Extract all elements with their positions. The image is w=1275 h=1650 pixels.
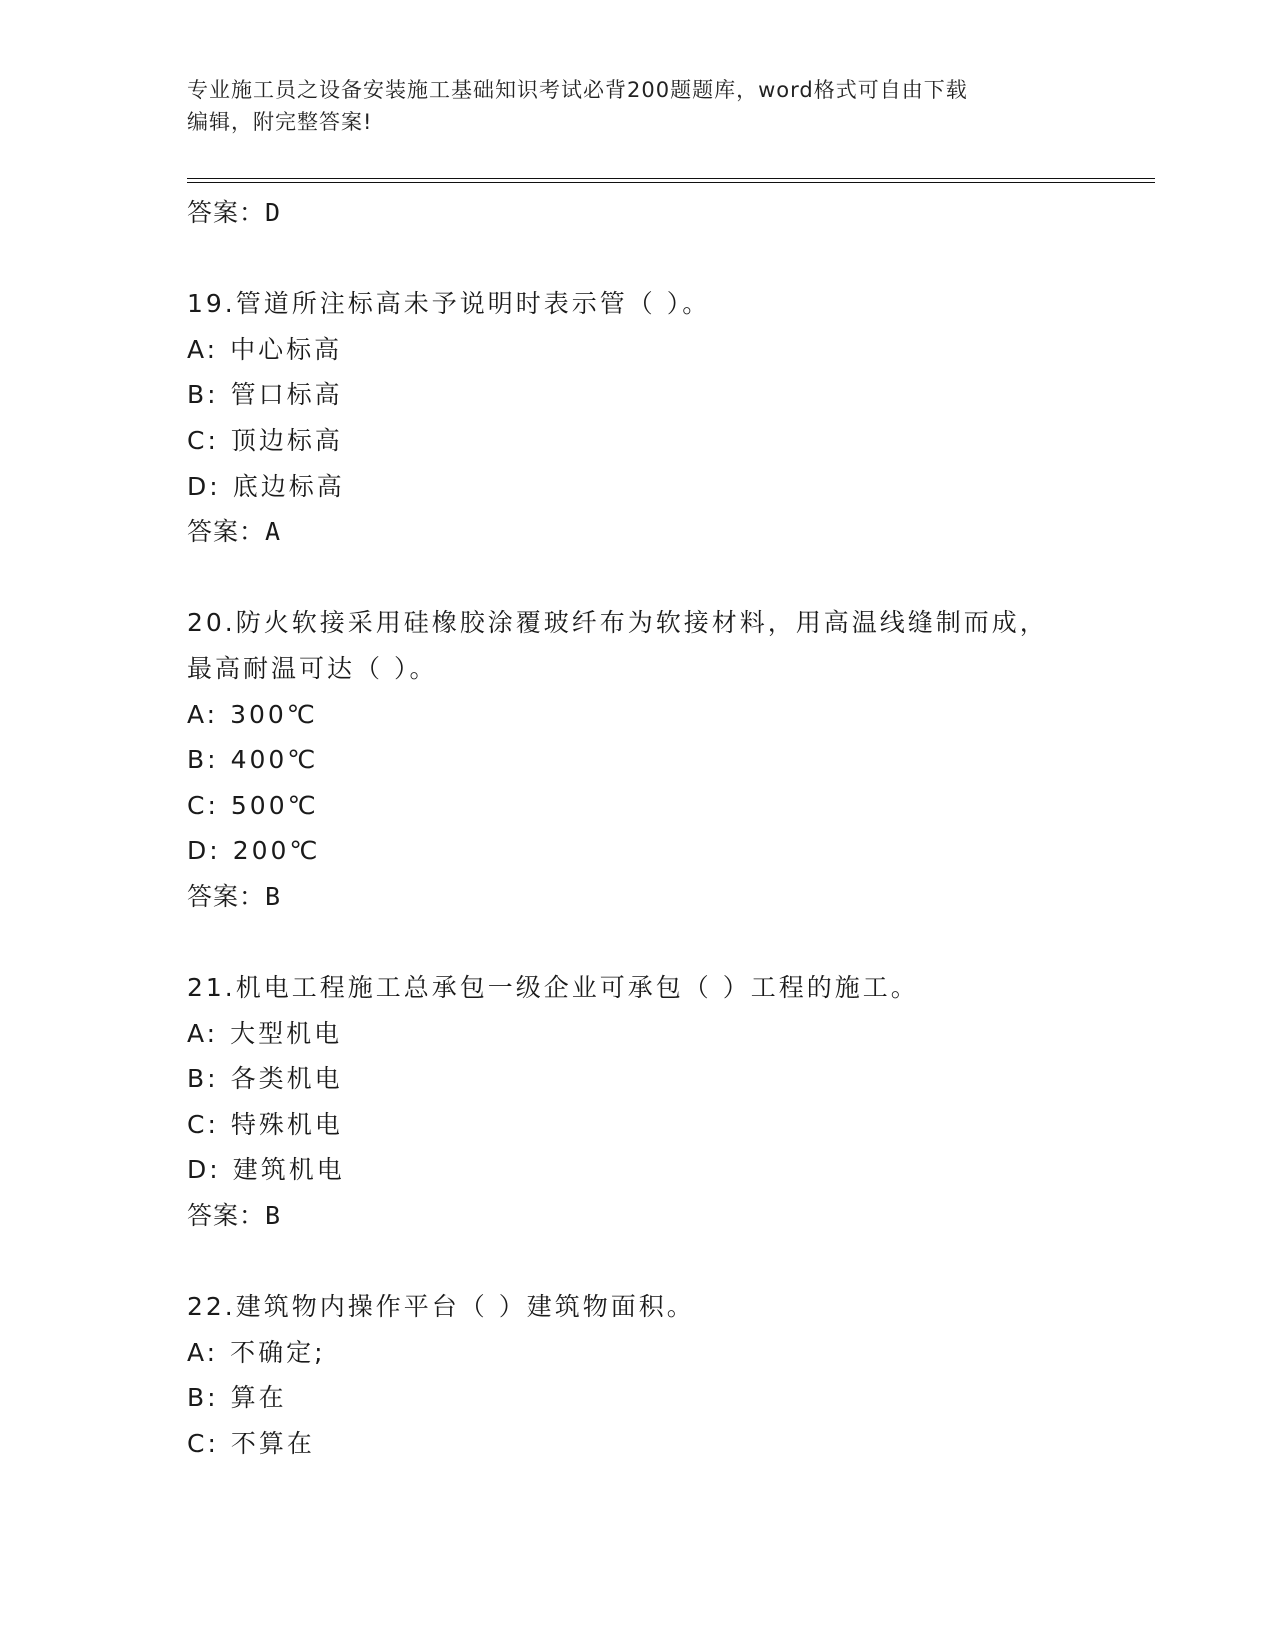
answer-line: 答案：D <box>187 198 282 227</box>
option-text: 底边标高 <box>232 471 345 501</box>
option-row <box>187 327 1147 373</box>
option-row <box>187 1102 1147 1148</box>
option-text: 300℃ <box>230 699 318 729</box>
question-gap <box>187 555 1147 601</box>
option-text: 各类机电 <box>230 1064 343 1094</box>
option-row <box>187 828 1147 874</box>
option-row <box>187 372 1147 418</box>
option-label: D: <box>187 471 221 501</box>
option-label: B: <box>187 1064 219 1094</box>
option-row <box>187 1330 1147 1376</box>
option-label: B: <box>187 745 219 775</box>
option-row <box>187 737 1147 783</box>
option-label: C: <box>187 1429 219 1459</box>
question-stem: 22.建筑物内操作平台（ ）建筑物面积。 <box>187 1292 695 1322</box>
option-row <box>187 464 1147 510</box>
option-label: A: <box>187 334 219 364</box>
option-text: 建筑机电 <box>232 1155 345 1185</box>
option-text: 400℃ <box>230 745 319 775</box>
option-row <box>187 1421 1147 1467</box>
option-text: 不确定; <box>230 1337 326 1367</box>
option-label: C: <box>187 790 219 820</box>
option-label: B: <box>187 1383 219 1413</box>
option-label: D: <box>187 836 221 866</box>
question-block <box>187 965 1147 1239</box>
answer-line: 答案：A <box>187 517 282 547</box>
option-row <box>187 418 1147 464</box>
document-header <box>187 74 1067 138</box>
question-block <box>187 1284 1147 1466</box>
answer-line: 答案：B <box>187 1201 282 1231</box>
option-label: C: <box>187 425 219 455</box>
option-row <box>187 783 1147 829</box>
question-stem: 20.防火软接采用硅橡胶涂覆玻纤布为软接材料，用高温线缝制而成， <box>187 608 1048 638</box>
question-stem: 最高耐温可达（ ）。 <box>187 653 438 683</box>
option-label: D: <box>187 1155 221 1185</box>
answer-line: 答案：B <box>187 881 282 911</box>
option-row <box>187 692 1147 738</box>
question-block <box>187 281 1147 555</box>
question-gap <box>187 920 1147 966</box>
option-label: A: <box>187 699 219 729</box>
option-label: A: <box>187 1018 219 1048</box>
question-stem: 19.管道所注标高未予说明时表示管（ ）。 <box>187 289 711 319</box>
option-row <box>187 1011 1147 1057</box>
option-text: 顶边标高 <box>230 425 343 455</box>
option-text: 不算在 <box>230 1429 315 1459</box>
header-line-1: 专业施工员之设备安装施工基础知识考试必背200题题库，word格式可自由下载 <box>187 78 968 102</box>
option-label: C: <box>187 1109 219 1139</box>
option-label: A: <box>187 1337 219 1367</box>
option-text: 大型机电 <box>230 1018 343 1048</box>
option-label: B: <box>187 380 219 410</box>
question-gap <box>187 236 1147 282</box>
option-row <box>187 1056 1147 1102</box>
option-text: 管口标高 <box>230 380 343 410</box>
option-row <box>187 1147 1147 1193</box>
question-gap <box>187 1239 1147 1285</box>
question-stem: 21.机电工程施工总承包一级企业可承包（ ）工程的施工。 <box>187 973 919 1003</box>
option-text: 特殊机电 <box>230 1109 343 1139</box>
header-line-2: 编辑，附完整答案! <box>187 110 373 134</box>
question-block <box>187 600 1147 919</box>
header-rule-bottom <box>187 182 1155 183</box>
option-text: 算在 <box>230 1383 287 1413</box>
header-rule-top <box>187 178 1155 179</box>
question-list <box>187 190 1147 1467</box>
option-text: 500℃ <box>230 790 319 820</box>
option-text: 中心标高 <box>230 334 343 364</box>
option-text: 200℃ <box>232 836 321 866</box>
option-row <box>187 1375 1147 1421</box>
